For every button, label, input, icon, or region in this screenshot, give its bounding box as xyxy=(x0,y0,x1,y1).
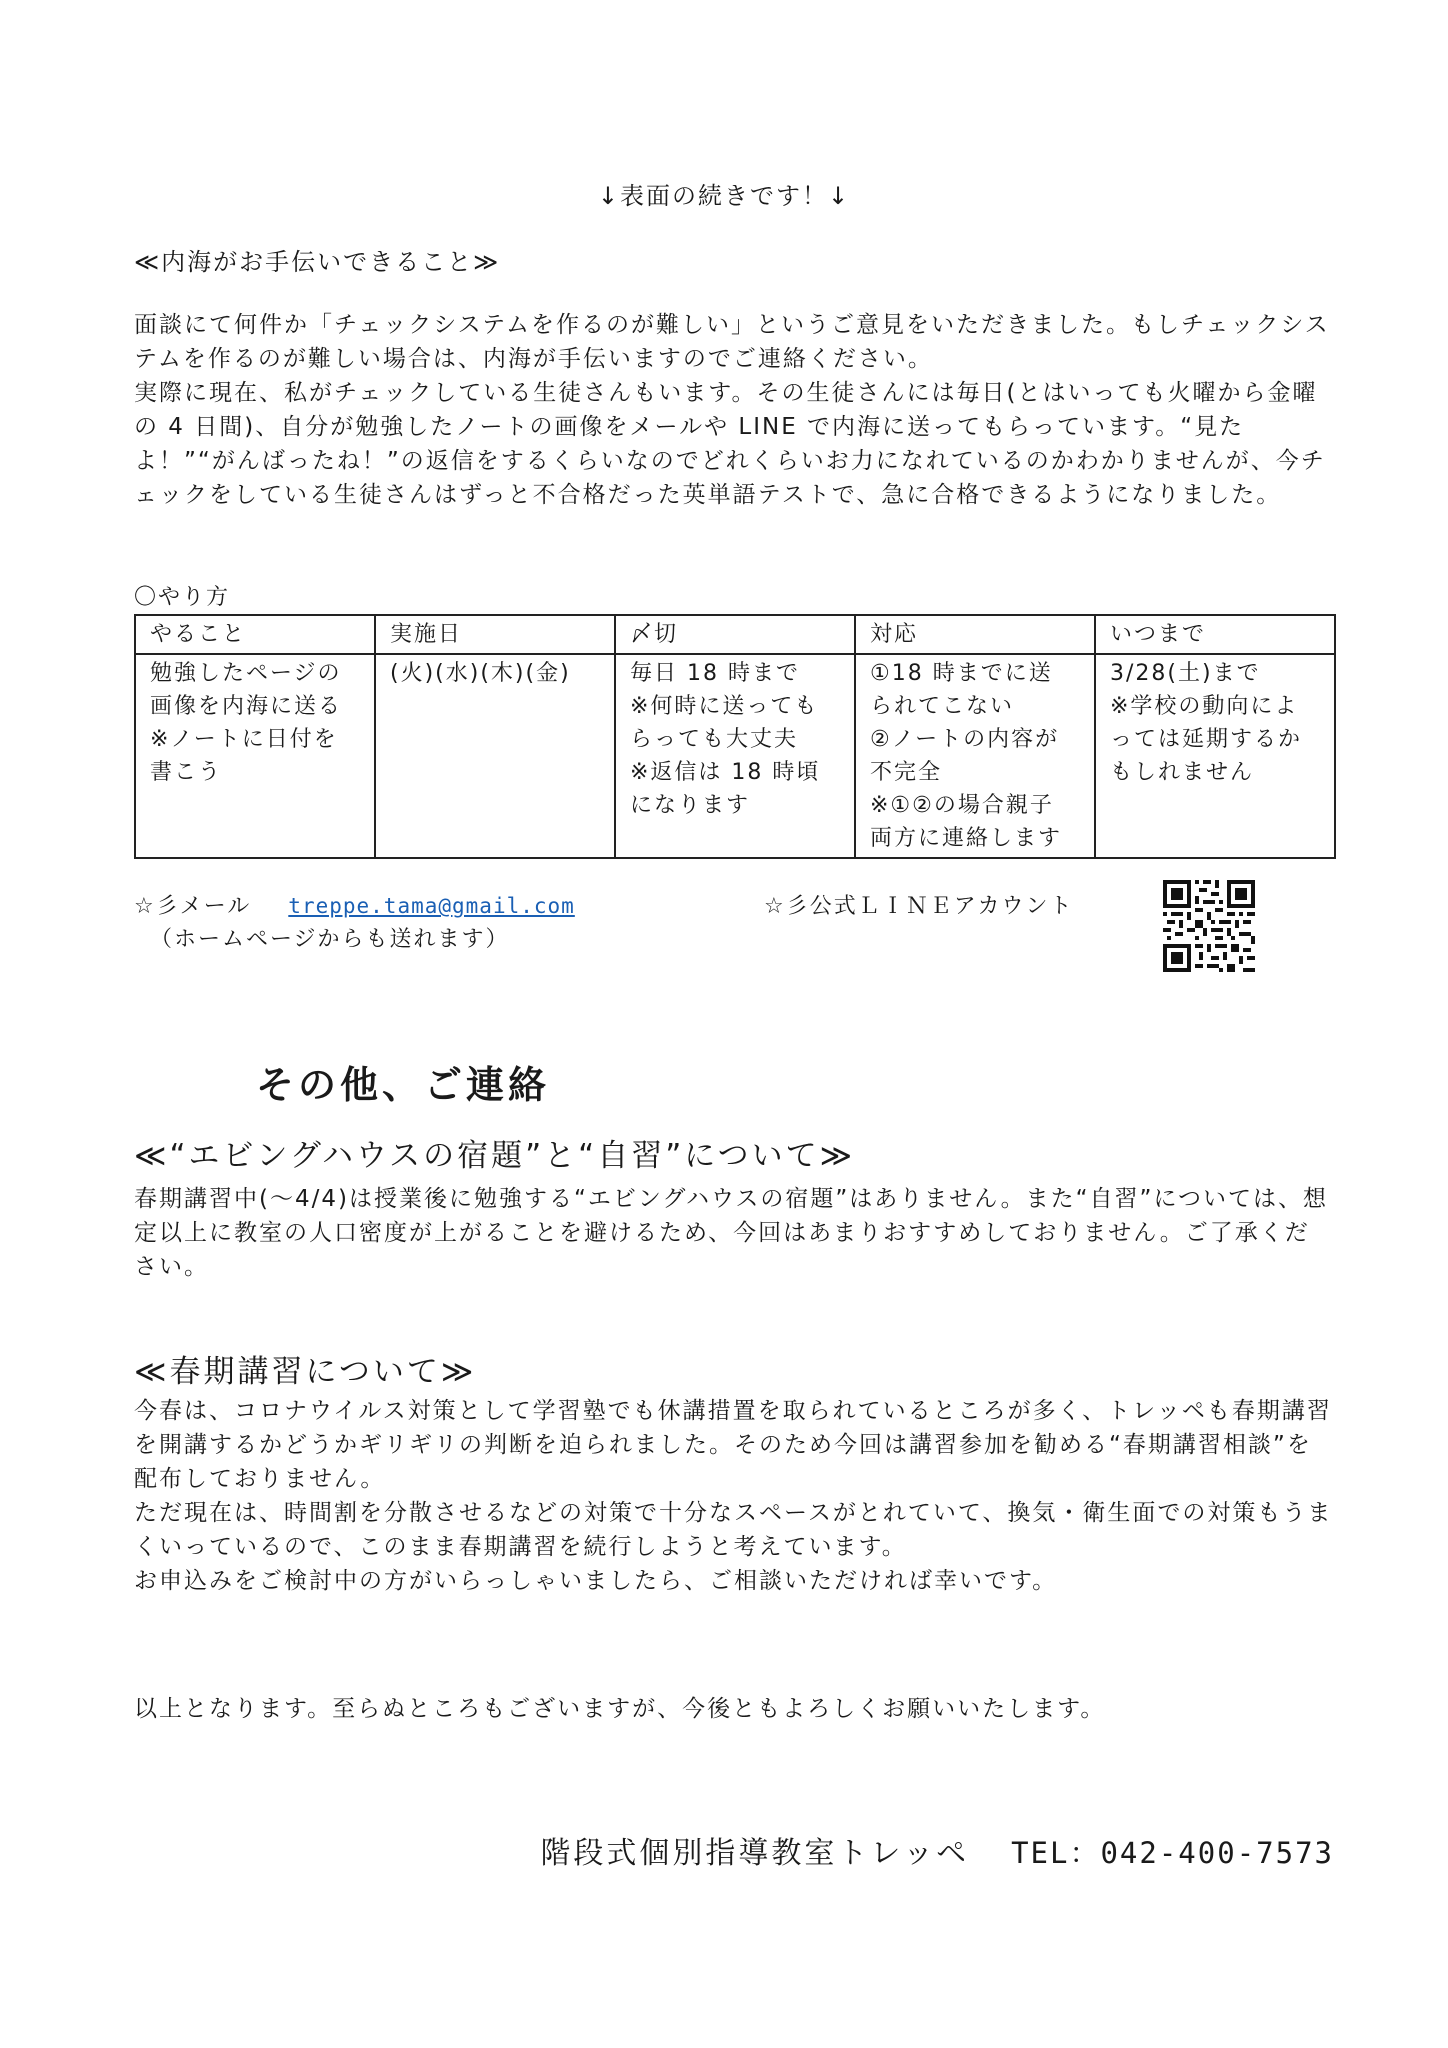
method-label: 〇やり方 xyxy=(134,585,231,610)
email-note: （ホームページからも送れます） xyxy=(150,927,510,952)
spring-title: ≪春期講習について≫ xyxy=(134,1354,477,1390)
column-header: 実施日 xyxy=(375,615,615,654)
column-header: やること xyxy=(135,615,375,654)
table-cell-task: 勉強したページの 画像を内海に送る ※ノートに日付を 書こう xyxy=(135,654,375,858)
email-link[interactable]: treppe.tama@gmail.com xyxy=(288,894,575,918)
table-cell-response: ①18 時までに送 られてこない ②ノートの内容が 不完全 ※①②の場合親子 両方に連絡します xyxy=(855,654,1095,858)
column-header: 〆切 xyxy=(615,615,855,654)
table-cell-deadline: 毎日 18 時まで ※何時に送っても らっても大丈夫 ※返信は 18 時頃 になります xyxy=(615,654,855,858)
homework-body xyxy=(134,1182,1334,1284)
email-label: ☆彡メール xyxy=(134,894,252,919)
closing-text: 以上となります。至らぬところもございますが、今後ともよろしくお願いいたします。 xyxy=(134,1696,1106,1722)
column-header: 対応 xyxy=(855,615,1095,654)
column-header: いつまで xyxy=(1095,615,1335,654)
line-account-label: ☆彡公式ＬＩＮＥアカウント xyxy=(764,894,1074,919)
qr-code-icon[interactable] xyxy=(1163,880,1255,972)
table-cell-days: (火)(水)(木)(金) xyxy=(375,654,615,858)
phone-number[interactable]: TEL：042-400-7573 xyxy=(1011,1836,1334,1870)
table-row xyxy=(135,654,1335,858)
other-section-title: その他、ご連絡 xyxy=(256,1063,551,1107)
spring-body xyxy=(134,1394,1334,1598)
homework-paragraph: 春期講習中(～4/4)は授業後に勉強する“エビングハウスの宿題”はありません。また“自習”については、想定以上に教室の人口密度が上がることを避けるため、今回はあまりおすすめしておりません。ご了承ください。 xyxy=(134,1186,1329,1280)
email-line xyxy=(134,889,575,920)
table-header-row xyxy=(135,615,1335,654)
continuation-heading: ↓表面の続きです！↓ xyxy=(597,182,851,210)
help-paragraph-1: 面談にて何件か「チェックシステムを作るのが難しい」というご意見をいただきました。もしチェックシステムを作るのが難しい場合は、内海が手伝いますのでご連絡ください。 xyxy=(134,312,1330,372)
spring-paragraph-3: お申込みをご検討中の方がいらっしゃいましたら、ご相談いただければ幸いです。 xyxy=(134,1568,1058,1594)
spring-paragraph-1: 今春は、コロナウイルス対策として学習塾でも休講措置を取られているところが多く、トレッペも春期講習を開講するかどうかギリギリの判断を迫られました。そのため今回は講習参加を勧める“春期講習相談”を配布しておりません。 xyxy=(134,1398,1332,1492)
help-paragraph-2: 実際に現在、私がチェックしている生徒さんもいます。その生徒さんには毎日(とはいっても火曜から金曜の 4 日間)、自分が勉強したノートの画像をメールや LINE で内海に送ってもらっています。“見たよ！”“がんばったね！”の返信をするくらいなのでどれくらいお力になれているのかわかりませんが、今チェックをしている生徒さんはずっと不合格だった英単語テストで、急に合格できるようになりました。 xyxy=(134,380,1326,508)
table-cell-until: 3/28(土)まで ※学校の動向によ っては延期するか もしれません xyxy=(1095,654,1335,858)
help-section-title: ≪内海がお手伝いできること≫ xyxy=(134,248,501,276)
spring-paragraph-2: ただ現在は、時間割を分散させるなどの対策で十分なスペースがとれていて、換気・衛生面での対策もうまくいっているので、このまま春期講習を続行しようと考えています。 xyxy=(134,1500,1333,1560)
method-table xyxy=(134,614,1336,859)
footer xyxy=(540,1828,1334,1872)
homework-title: ≪“エビングハウスの宿題”と“自習”について≫ xyxy=(134,1138,856,1174)
school-name: 階段式個別指導教室トレッペ xyxy=(540,1836,970,1871)
help-section-body xyxy=(134,308,1334,512)
